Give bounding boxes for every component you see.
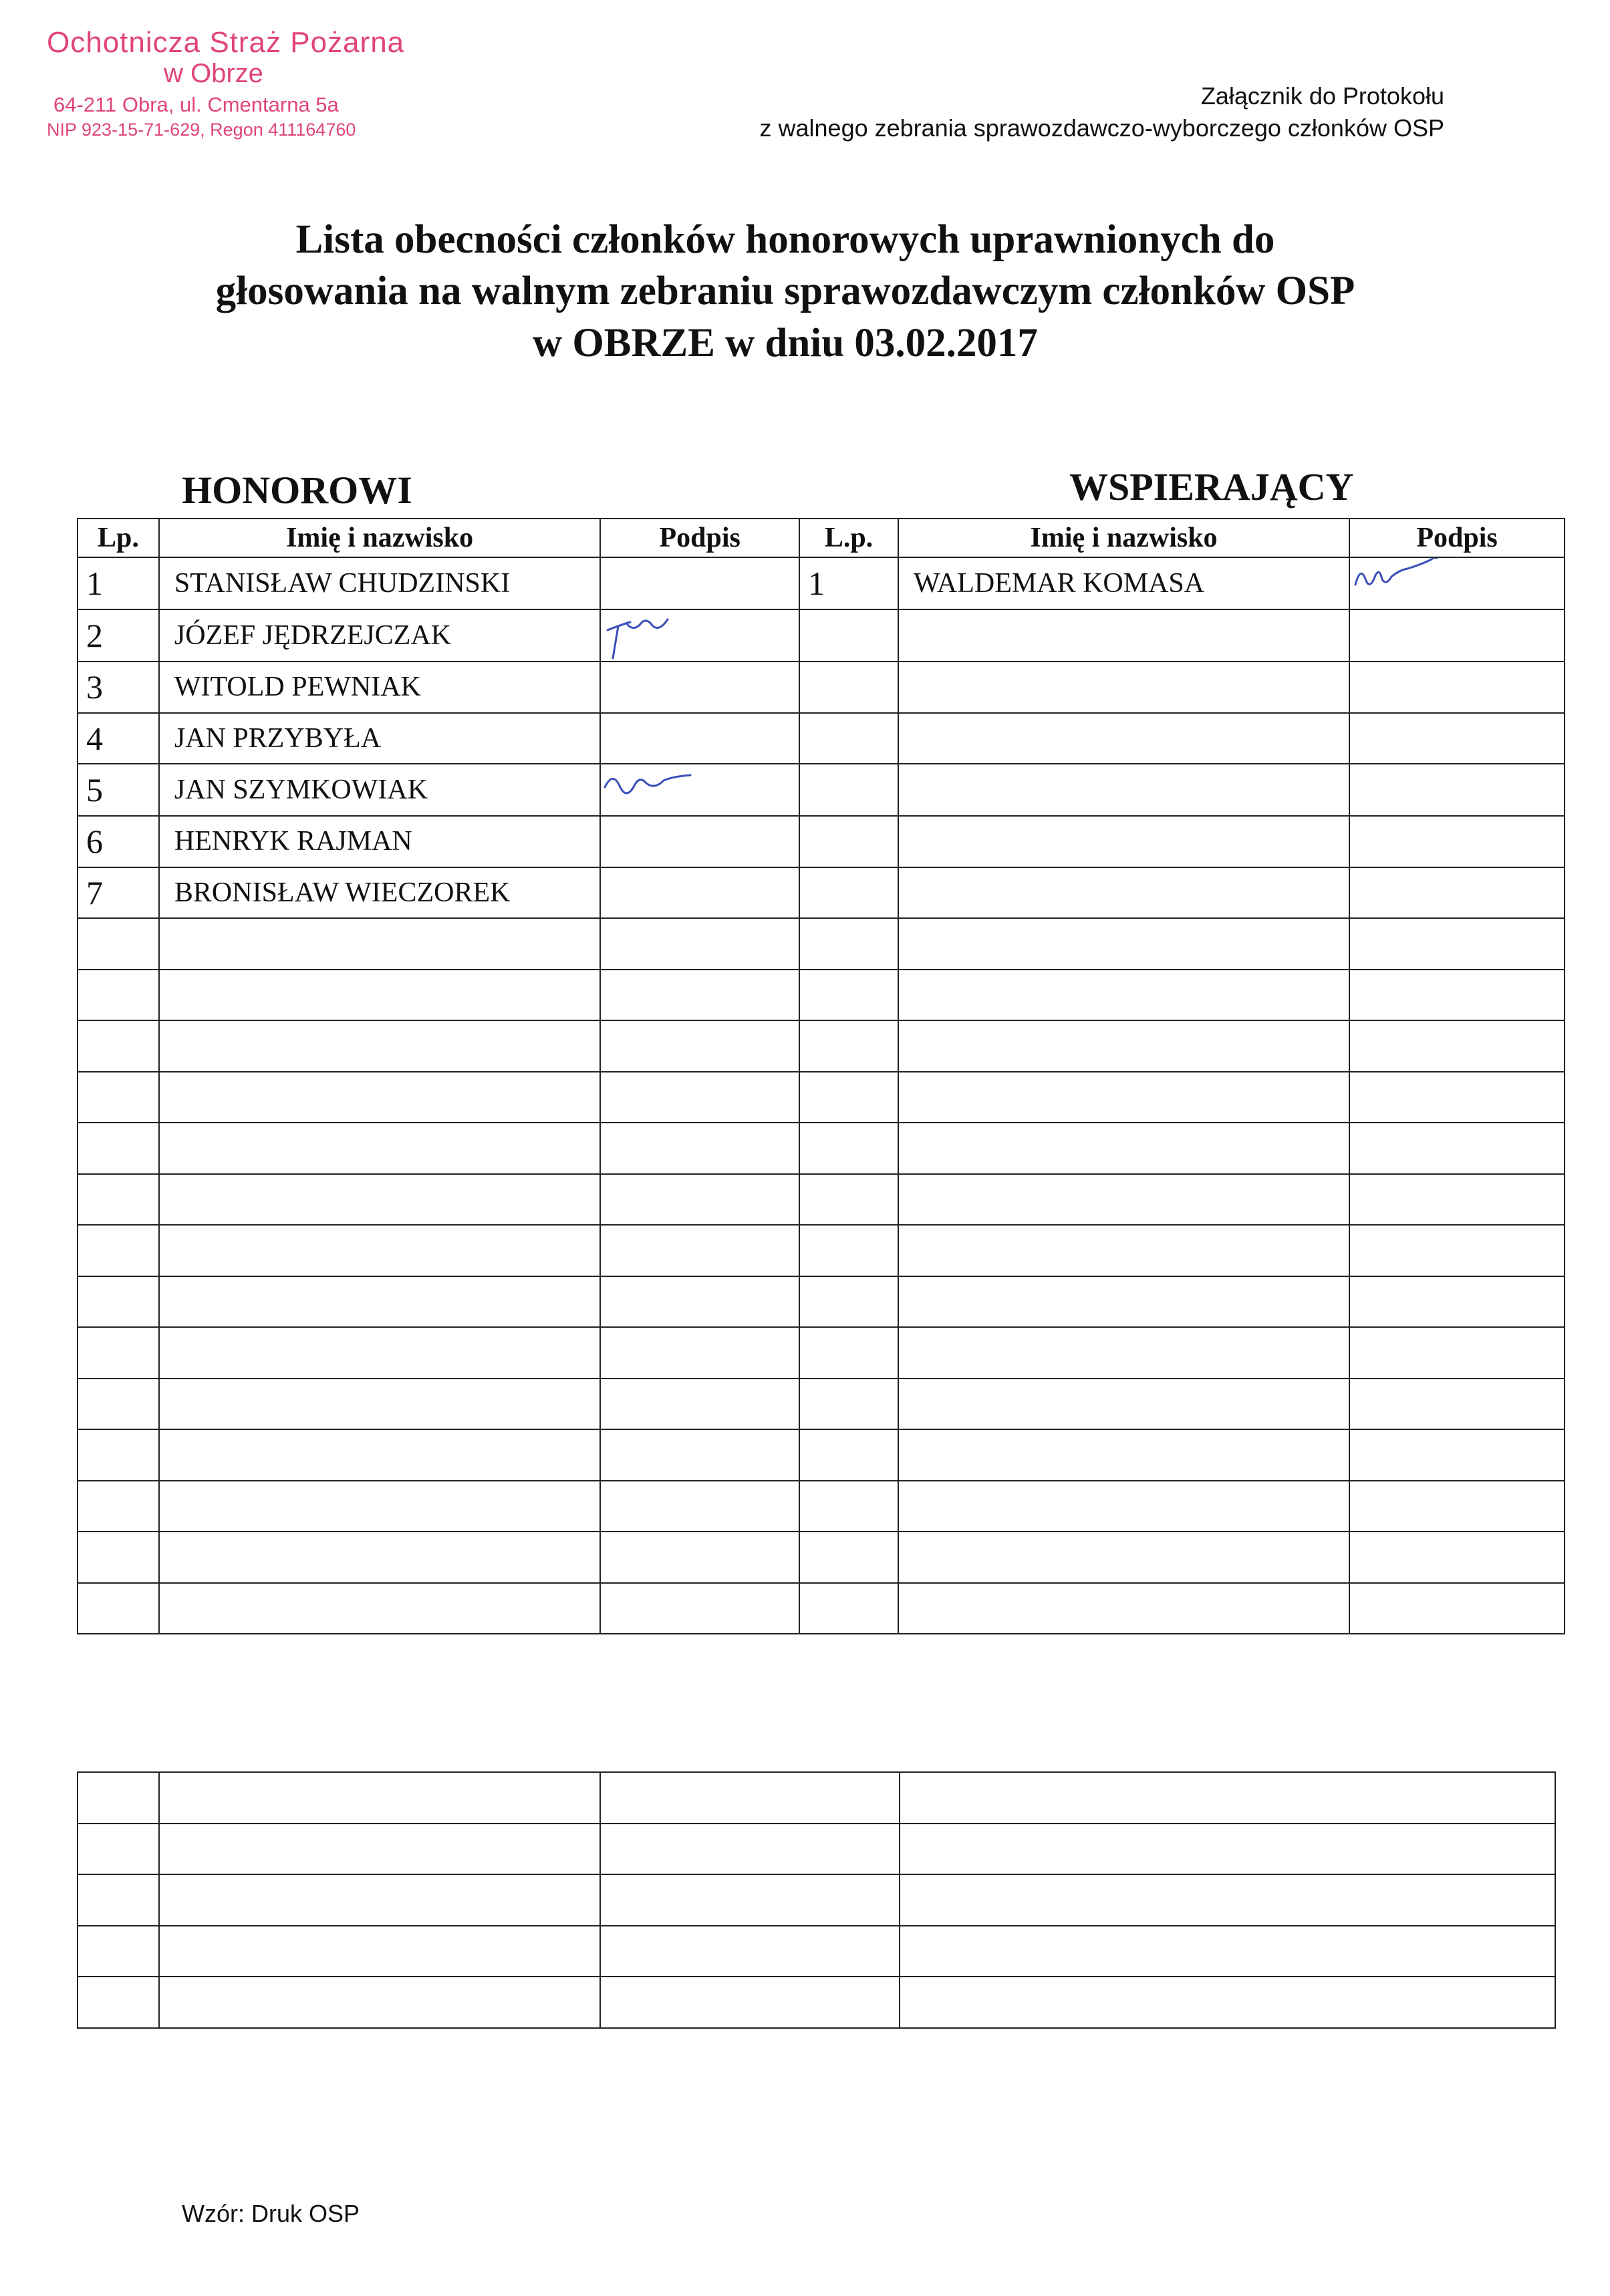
member-name bbox=[159, 1020, 600, 1072]
table-row bbox=[78, 557, 1565, 609]
member-name bbox=[159, 1532, 600, 1583]
column-header-lp-right: L.p. bbox=[799, 519, 898, 557]
signature-cell bbox=[600, 867, 799, 919]
row-number-supporting bbox=[799, 1532, 898, 1583]
supporting-member-name: WALDEMAR KOMASA bbox=[898, 557, 1349, 609]
row-number-supporting bbox=[799, 1174, 898, 1226]
signature-cell bbox=[600, 1327, 799, 1379]
empty-cell bbox=[600, 1772, 900, 1824]
table-row bbox=[78, 1583, 1565, 1634]
form-template-note: Wzór: Druk OSP bbox=[182, 2200, 360, 2227]
row-number bbox=[78, 1379, 159, 1430]
empty-cell bbox=[78, 1772, 159, 1824]
table-row bbox=[78, 1225, 1565, 1276]
signature-cell-supporting bbox=[1349, 1481, 1565, 1532]
supporting-member-name bbox=[898, 1276, 1349, 1328]
table-row bbox=[78, 1123, 1565, 1174]
row-number bbox=[78, 1583, 159, 1634]
empty-cell bbox=[78, 1824, 159, 1875]
column-header-lp: Lp. bbox=[78, 519, 159, 557]
supporting-member-name bbox=[898, 1225, 1349, 1276]
signature-cell bbox=[600, 1072, 799, 1123]
row-number bbox=[78, 1123, 159, 1174]
table-row bbox=[78, 1481, 1565, 1532]
table-row bbox=[78, 816, 1565, 867]
signature-cell-supporting bbox=[1349, 764, 1565, 816]
signature-cell-supporting bbox=[1349, 662, 1565, 713]
table-header-row bbox=[78, 519, 1565, 557]
row-number: 2 bbox=[78, 609, 159, 662]
signature-cell-supporting bbox=[1349, 1327, 1565, 1379]
supporting-member-name bbox=[898, 1429, 1349, 1481]
member-name: JAN PRZYBYŁA bbox=[159, 713, 600, 764]
empty-cell bbox=[900, 1824, 1555, 1875]
member-name bbox=[159, 1123, 600, 1174]
title-line-2: głosowania na walnym zebraniu sprawozdawczym członków OSP bbox=[215, 269, 1355, 314]
signature-cell-supporting bbox=[1349, 816, 1565, 867]
table-row bbox=[78, 713, 1565, 764]
member-name: HENRYK RAJMAN bbox=[159, 816, 600, 867]
column-header-name-right: Imię i nazwisko bbox=[898, 519, 1349, 557]
row-number bbox=[78, 918, 159, 970]
supporting-member-name bbox=[898, 867, 1349, 919]
row-number-supporting bbox=[799, 764, 898, 816]
row-number: 4 bbox=[78, 713, 159, 764]
section-heading-supporting: WSPIERAJĄCY bbox=[1069, 465, 1354, 509]
row-number-supporting bbox=[799, 1225, 898, 1276]
empty-cell bbox=[78, 1874, 159, 1926]
signature-cell bbox=[600, 1379, 799, 1430]
signature-cell-supporting bbox=[1349, 918, 1565, 970]
handwritten-signature bbox=[601, 764, 741, 815]
table-row bbox=[78, 1327, 1565, 1379]
row-number-supporting bbox=[799, 816, 898, 867]
signature-cell bbox=[600, 970, 799, 1021]
attendance-table bbox=[77, 518, 1565, 1634]
table-row bbox=[78, 1379, 1565, 1430]
signature-cell-supporting bbox=[1349, 970, 1565, 1021]
stamp-line-2: w Obrze bbox=[164, 59, 263, 89]
member-name bbox=[159, 1174, 600, 1226]
row-number bbox=[78, 1225, 159, 1276]
member-name: STANISŁAW CHUDZINSKI bbox=[159, 557, 600, 609]
empty-cell bbox=[159, 1772, 600, 1824]
empty-cell bbox=[900, 1772, 1555, 1824]
empty-cell bbox=[78, 1977, 159, 2028]
signature-cell bbox=[600, 764, 799, 816]
organization-stamp bbox=[47, 27, 421, 140]
empty-cell bbox=[900, 1874, 1555, 1926]
empty-cell bbox=[900, 1926, 1555, 1977]
member-name: JAN SZYMKOWIAK bbox=[159, 764, 600, 816]
member-name: BRONISŁAW WIECZOREK bbox=[159, 867, 600, 919]
signature-cell-supporting bbox=[1349, 557, 1565, 609]
table-row bbox=[78, 662, 1565, 713]
empty-cell bbox=[159, 1977, 600, 2028]
title-line-1: Lista obecności członków honorowych uprawnionych do bbox=[295, 217, 1275, 262]
table-row bbox=[78, 970, 1565, 1021]
empty-cell bbox=[600, 1977, 900, 2028]
supporting-member-name bbox=[898, 1020, 1349, 1072]
attachment-line-1: Załącznik do Protokołu bbox=[1200, 82, 1444, 110]
table-row bbox=[78, 1429, 1565, 1481]
row-number-supporting: 1 bbox=[799, 557, 898, 609]
row-number-supporting bbox=[799, 662, 898, 713]
empty-cell bbox=[600, 1874, 900, 1926]
table-row bbox=[78, 1072, 1565, 1123]
table-row bbox=[78, 1772, 1555, 1824]
member-name bbox=[159, 1327, 600, 1379]
row-number-supporting bbox=[799, 867, 898, 919]
stamp-line-3: 64-211 Obra, ul. Cmentarna 5a bbox=[53, 93, 339, 117]
row-number bbox=[78, 1020, 159, 1072]
handwritten-signature bbox=[1350, 558, 1490, 609]
column-header-name: Imię i nazwisko bbox=[159, 519, 600, 557]
row-number-supporting bbox=[799, 1276, 898, 1328]
row-number-supporting bbox=[799, 1123, 898, 1174]
supporting-member-name bbox=[898, 1327, 1349, 1379]
signature-cell bbox=[600, 1583, 799, 1634]
empty-cell bbox=[600, 1926, 900, 1977]
table-row bbox=[78, 1276, 1565, 1328]
supporting-member-name bbox=[898, 662, 1349, 713]
stamp-line-1: Ochotnicza Straż Pożarna bbox=[47, 26, 405, 59]
row-number bbox=[78, 970, 159, 1021]
signature-cell bbox=[600, 1429, 799, 1481]
document-title bbox=[100, 214, 1470, 369]
row-number bbox=[78, 1532, 159, 1583]
table-row bbox=[78, 1926, 1555, 1977]
supporting-member-name bbox=[898, 918, 1349, 970]
continuation-table bbox=[77, 1771, 1556, 2029]
signature-cell bbox=[600, 918, 799, 970]
signature-cell bbox=[600, 557, 799, 609]
row-number bbox=[78, 1276, 159, 1328]
supporting-member-name bbox=[898, 970, 1349, 1021]
row-number: 3 bbox=[78, 662, 159, 713]
table-row bbox=[78, 1977, 1555, 2028]
empty-cell bbox=[159, 1926, 600, 1977]
signature-cell-supporting bbox=[1349, 1583, 1565, 1634]
table-row bbox=[78, 1874, 1555, 1926]
member-name bbox=[159, 970, 600, 1021]
row-number bbox=[78, 1174, 159, 1226]
row-number-supporting bbox=[799, 1481, 898, 1532]
member-name bbox=[159, 1583, 600, 1634]
signature-cell bbox=[600, 1481, 799, 1532]
member-name: WITOLD PEWNIAK bbox=[159, 662, 600, 713]
row-number-supporting bbox=[799, 1020, 898, 1072]
handwritten-signature bbox=[601, 610, 741, 661]
supporting-member-name bbox=[898, 1379, 1349, 1430]
section-heading-honorary: HONOROWI bbox=[182, 468, 412, 512]
column-header-signature-right: Podpis bbox=[1349, 519, 1565, 557]
signature-cell-supporting bbox=[1349, 1020, 1565, 1072]
signature-cell bbox=[600, 609, 799, 662]
member-name bbox=[159, 918, 600, 970]
empty-cell bbox=[159, 1824, 600, 1875]
signature-cell bbox=[600, 1123, 799, 1174]
supporting-member-name bbox=[898, 764, 1349, 816]
supporting-member-name bbox=[898, 816, 1349, 867]
title-line-3: w OBRZE w dniu 03.02.2017 bbox=[533, 320, 1038, 366]
row-number-supporting bbox=[799, 1327, 898, 1379]
table-row bbox=[78, 609, 1565, 662]
supporting-member-name bbox=[898, 1532, 1349, 1583]
table-row bbox=[78, 764, 1565, 816]
supporting-member-name bbox=[898, 1072, 1349, 1123]
empty-cell bbox=[900, 1977, 1555, 2028]
signature-cell-supporting bbox=[1349, 1276, 1565, 1328]
empty-cell bbox=[78, 1926, 159, 1977]
row-number bbox=[78, 1072, 159, 1123]
row-number-supporting bbox=[799, 609, 898, 662]
row-number-supporting bbox=[799, 1583, 898, 1634]
row-number-supporting bbox=[799, 1429, 898, 1481]
attachment-note bbox=[760, 80, 1445, 144]
signature-cell bbox=[600, 1532, 799, 1583]
row-number-supporting bbox=[799, 1379, 898, 1430]
row-number bbox=[78, 1481, 159, 1532]
row-number: 5 bbox=[78, 764, 159, 816]
supporting-member-name bbox=[898, 1174, 1349, 1226]
signature-cell bbox=[600, 713, 799, 764]
row-number-supporting bbox=[799, 970, 898, 1021]
signature-cell-supporting bbox=[1349, 1379, 1565, 1430]
table-row bbox=[78, 1824, 1555, 1875]
member-name bbox=[159, 1429, 600, 1481]
signature-cell-supporting bbox=[1349, 867, 1565, 919]
signature-cell bbox=[600, 1174, 799, 1226]
signature-cell-supporting bbox=[1349, 609, 1565, 662]
supporting-member-name bbox=[898, 1583, 1349, 1634]
table-row bbox=[78, 1174, 1565, 1226]
row-number-supporting bbox=[799, 1072, 898, 1123]
member-name bbox=[159, 1276, 600, 1328]
signature-cell bbox=[600, 816, 799, 867]
supporting-member-name bbox=[898, 1123, 1349, 1174]
attachment-line-2: z walnego zebrania sprawozdawczo-wyborczego członków OSP bbox=[759, 114, 1444, 142]
table-row bbox=[78, 918, 1565, 970]
signature-cell bbox=[600, 1020, 799, 1072]
table-row bbox=[78, 1532, 1565, 1583]
signature-cell-supporting bbox=[1349, 1123, 1565, 1174]
supporting-member-name bbox=[898, 609, 1349, 662]
row-number-supporting bbox=[799, 713, 898, 764]
signature-cell-supporting bbox=[1349, 1072, 1565, 1123]
signature-cell-supporting bbox=[1349, 713, 1565, 764]
table-row bbox=[78, 867, 1565, 919]
supporting-member-name bbox=[898, 713, 1349, 764]
member-name bbox=[159, 1481, 600, 1532]
empty-cell bbox=[600, 1824, 900, 1875]
signature-cell-supporting bbox=[1349, 1174, 1565, 1226]
row-number bbox=[78, 1327, 159, 1379]
row-number-supporting bbox=[799, 918, 898, 970]
row-number: 1 bbox=[78, 557, 159, 609]
column-header-signature: Podpis bbox=[600, 519, 799, 557]
signature-cell-supporting bbox=[1349, 1532, 1565, 1583]
member-name bbox=[159, 1225, 600, 1276]
signature-cell bbox=[600, 1225, 799, 1276]
signature-cell bbox=[600, 662, 799, 713]
row-number: 6 bbox=[78, 816, 159, 867]
signature-cell-supporting bbox=[1349, 1429, 1565, 1481]
row-number: 7 bbox=[78, 867, 159, 919]
signature-cell-supporting bbox=[1349, 1225, 1565, 1276]
stamp-line-4: NIP 923-15-71-629, Regon 411164760 bbox=[47, 120, 356, 140]
row-number bbox=[78, 1429, 159, 1481]
supporting-member-name bbox=[898, 1481, 1349, 1532]
table-row bbox=[78, 1020, 1565, 1072]
empty-cell bbox=[159, 1874, 600, 1926]
member-name bbox=[159, 1072, 600, 1123]
member-name: JÓZEF JĘDRZEJCZAK bbox=[159, 609, 600, 662]
member-name bbox=[159, 1379, 600, 1430]
signature-cell bbox=[600, 1276, 799, 1328]
